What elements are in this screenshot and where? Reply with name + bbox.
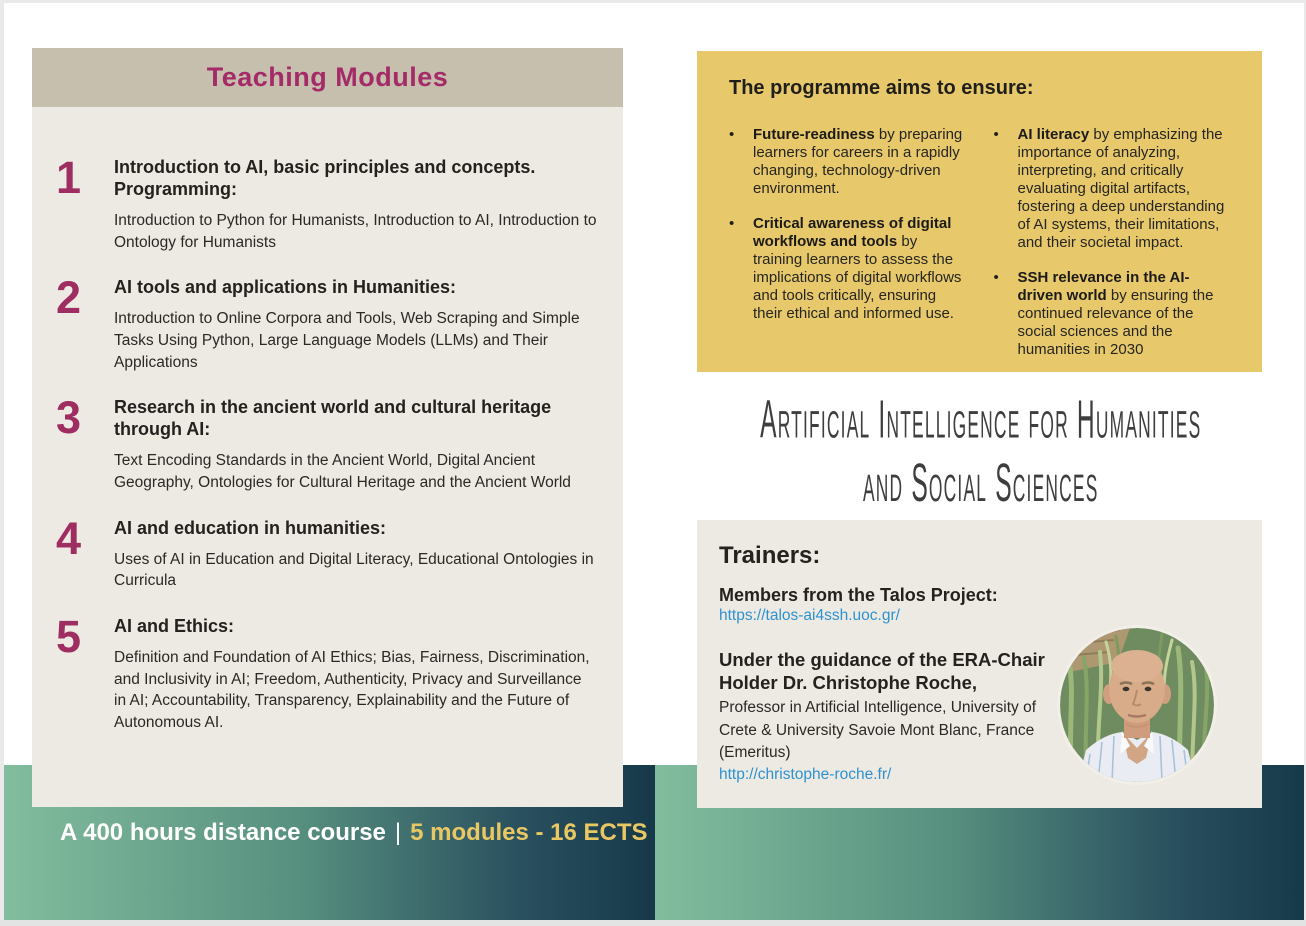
trainers-heading: Trainers: xyxy=(719,542,821,569)
module-item-2 xyxy=(56,272,597,373)
aims-rest: by training learners to assess the implications of digital workflows and tools critically, ensuring their ethical and informed use. xyxy=(753,233,962,322)
teaching-modules-title: Teaching Modules xyxy=(206,62,449,92)
era-chair-holder-label: Under the guidance of the ERA-Chair Holder Dr. Christophe Roche, xyxy=(719,649,1045,693)
aims-rest: by ensuring the continued relevance of the social sciences and the humanities in 2030 xyxy=(1017,287,1214,358)
module-item-5 xyxy=(56,610,597,734)
aims-bullet-item xyxy=(994,269,1233,359)
module-description: Text Encoding Standards in the Ancient World, Digital Ancient Geography, Ontologies for Cultural Heritage and the Ancient World xyxy=(114,452,571,491)
christophe-roche-link[interactable]: http://christophe-roche.fr/ xyxy=(719,765,892,783)
aims-lead: SSH relevance in the AI-driven world xyxy=(1017,269,1190,304)
programme-aims-box xyxy=(697,51,1262,372)
course-summary xyxy=(60,819,648,847)
aims-column-left xyxy=(729,126,968,376)
module-number: 3 xyxy=(56,392,82,444)
aims-lead: Future-readiness xyxy=(753,126,875,143)
trainer-photo xyxy=(1060,628,1214,782)
page-edge-bottom xyxy=(0,920,1306,926)
aims-bullet-item xyxy=(729,126,968,198)
course-duration-text: A 400 hours distance course xyxy=(60,819,386,846)
module-title: Research in the ancient world and cultural heritage through AI: xyxy=(114,397,552,440)
module-title: AI tools and applications in Humanities: xyxy=(114,277,457,298)
bullet-icon: • xyxy=(993,269,999,286)
module-number: 1 xyxy=(56,152,82,203)
module-description: Definition and Foundation of AI Ethics; Bias, Fairness, Discrimination, and Inclusivity in AI; Freedom, Authenticity, Privacy and Surveillance in AI; Accountability, Transparency, Explainability and the Future of Autonomous AI. xyxy=(114,648,590,731)
course-title-line2: and Social Sciences xyxy=(862,452,1099,514)
module-number: 2 xyxy=(56,272,82,324)
trainers-panel xyxy=(697,520,1262,808)
bullet-icon: • xyxy=(993,126,999,143)
aims-lead: Critical awareness of digital workflows and tools xyxy=(753,215,952,250)
talos-members-label: Members from the Talos Project: xyxy=(719,585,998,605)
talos-project-link[interactable]: https://talos-ai4ssh.uoc.gr/ xyxy=(719,607,900,624)
teaching-modules-panel xyxy=(32,48,623,807)
bullet-icon: • xyxy=(729,215,735,232)
page-edge-top xyxy=(0,0,1306,3)
bullet-icon: • xyxy=(729,126,735,143)
aims-column-right xyxy=(994,126,1233,376)
aims-rest: by preparing learners for careers in a rapidly changing, technology-driven environment. xyxy=(753,126,963,197)
trainer-portrait-illustration xyxy=(1060,628,1214,782)
programme-aims-heading: The programme aims to ensure: xyxy=(729,77,1034,99)
module-description: Introduction to Online Corpora and Tools, Web Scraping and Simple Tasks Using Python, Large Language Models (LLMs) and Their Applications xyxy=(114,310,580,371)
aims-rest: by emphasizing the importance of analyzing, interpreting, and critically evaluating digital artifacts, fostering a deep understanding of AI systems, their limitations, and their societal impact. xyxy=(1017,126,1225,251)
course-credits-text: 5 modules - 16 ECTS xyxy=(410,819,648,846)
era-chair-holder-bio: Professor in Artificial Intelligence, University of Crete & University Savoie Mont Blanc, France (Emeritus) xyxy=(719,699,1037,762)
teaching-modules-header xyxy=(32,48,623,107)
module-number: 4 xyxy=(56,512,82,564)
module-description: Uses of AI in Education and Digital Literacy, Educational Ontologies in Curricula xyxy=(114,550,594,590)
module-item-4 xyxy=(56,512,597,592)
module-description: Introduction to Python for Humanists, Introduction to AI, Introduction to Ontology for Humanists xyxy=(114,211,597,251)
aims-bullet-item xyxy=(994,126,1233,252)
divider: | xyxy=(394,819,402,846)
module-title: AI and Ethics: xyxy=(114,615,235,636)
course-title xyxy=(655,390,1306,512)
modules-list xyxy=(32,107,623,734)
aims-lead: AI literacy xyxy=(1017,126,1090,143)
page-edge-left xyxy=(0,0,4,926)
module-item-1 xyxy=(56,152,597,253)
aims-bullet-item xyxy=(729,215,968,323)
module-item-3 xyxy=(56,392,597,493)
module-title: AI and education in humanities: xyxy=(114,517,387,538)
module-title: Introduction to AI, basic principles and concepts. Programming: xyxy=(114,157,536,199)
course-title-line1: Artificial Intelligence for Humanities xyxy=(759,388,1202,450)
module-number: 5 xyxy=(56,610,82,662)
